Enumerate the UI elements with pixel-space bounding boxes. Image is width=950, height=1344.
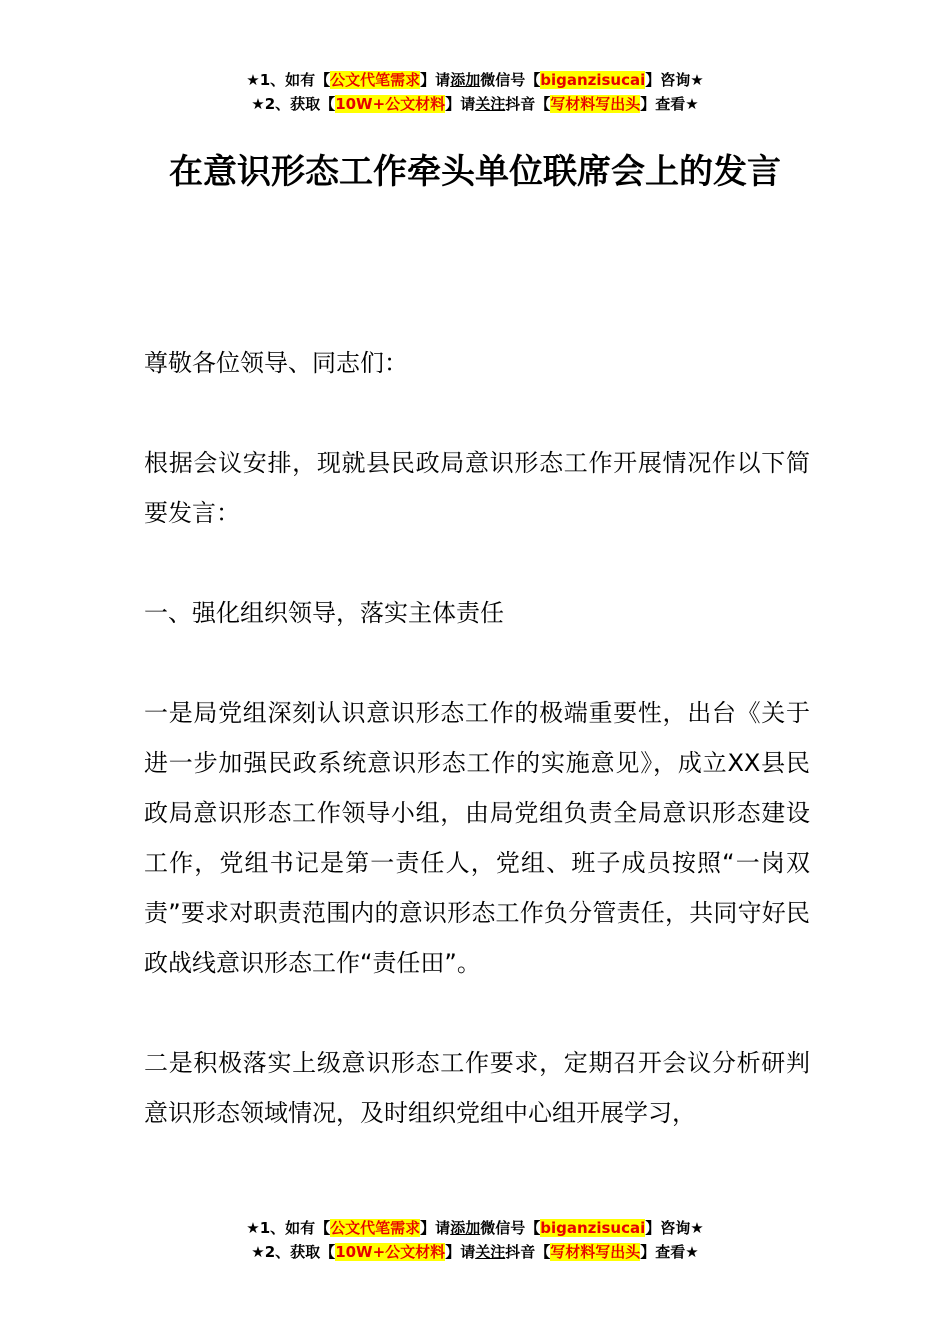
banner-text: 微信号【 xyxy=(480,1219,541,1237)
banner-text: ★2、获取【 xyxy=(251,1243,336,1261)
banner-text: 】咨询★ xyxy=(645,1219,704,1237)
banner-text: 微信号【 xyxy=(480,71,541,89)
banner-highlight: 公文代笔需求 xyxy=(330,1219,421,1237)
intro-paragraph: 根据会议安排，现就县民政局意识形态工作开展情况作以下简要发言： xyxy=(144,449,810,527)
banner-text: ★2、获取【 xyxy=(251,95,336,113)
banner-line-1 xyxy=(0,1216,950,1240)
footer-banner xyxy=(0,1216,950,1264)
banner-line-2 xyxy=(0,1240,950,1264)
body-paragraph: 二是积极落实上级意识形态工作要求，定期召开会议分析研判意识形态领域情况，及时组织党组中心组开展学习， xyxy=(144,1049,810,1127)
document-body xyxy=(144,338,810,1188)
section-heading: 一、强化组织领导，落实主体责任 xyxy=(144,599,504,627)
banner-text: 】请 xyxy=(420,1219,451,1237)
banner-text: 】请 xyxy=(445,95,476,113)
banner-highlight: 写材料写出头 xyxy=(550,95,641,113)
body-paragraph: 一是局党组深刻认识意识形态工作的极端重要性，出台《关于进一步加强民政系统意识形态工作的实施意见》，成立XX县民政局意识形态工作领导小组，由局党组负责全局意识形态建设工作，党组书记是第一责任人，党组、班子成员按照“一岗双责”要求对职责范围内的意识形态工作负分管责任，共同守好民政战线意识形态工作“责任田”。 xyxy=(144,699,810,977)
banner-highlight: biganzisucai xyxy=(540,1219,646,1237)
banner-text: 】咨询★ xyxy=(645,71,704,89)
banner-highlight: biganzisucai xyxy=(540,71,646,89)
banner-text: ★1、如有【 xyxy=(246,71,331,89)
header-banner xyxy=(0,68,950,116)
document-title: 在意识形态工作牵头单位联席会上的发言 xyxy=(169,152,781,192)
banner-line-2 xyxy=(0,92,950,116)
banner-text: ★1、如有【 xyxy=(246,1219,331,1237)
banner-highlight: 10W+公文材料 xyxy=(335,95,446,113)
banner-text: 抖音【 xyxy=(505,1243,551,1261)
banner-text: 】请 xyxy=(420,71,451,89)
salutation: 尊敬各位领导、同志们： xyxy=(144,349,408,377)
banner-underline: 关注 xyxy=(475,1243,506,1261)
banner-text: 】查看★ xyxy=(640,95,699,113)
banner-highlight: 写材料写出头 xyxy=(550,1243,641,1261)
banner-text: 抖音【 xyxy=(505,95,551,113)
banner-line-1 xyxy=(0,68,950,92)
banner-underline: 添加 xyxy=(450,71,481,89)
banner-highlight: 10W+公文材料 xyxy=(335,1243,446,1261)
banner-highlight: 公文代笔需求 xyxy=(330,71,421,89)
banner-underline: 添加 xyxy=(450,1219,481,1237)
banner-underline: 关注 xyxy=(475,95,506,113)
banner-text: 】查看★ xyxy=(640,1243,699,1261)
banner-text: 】请 xyxy=(445,1243,476,1261)
